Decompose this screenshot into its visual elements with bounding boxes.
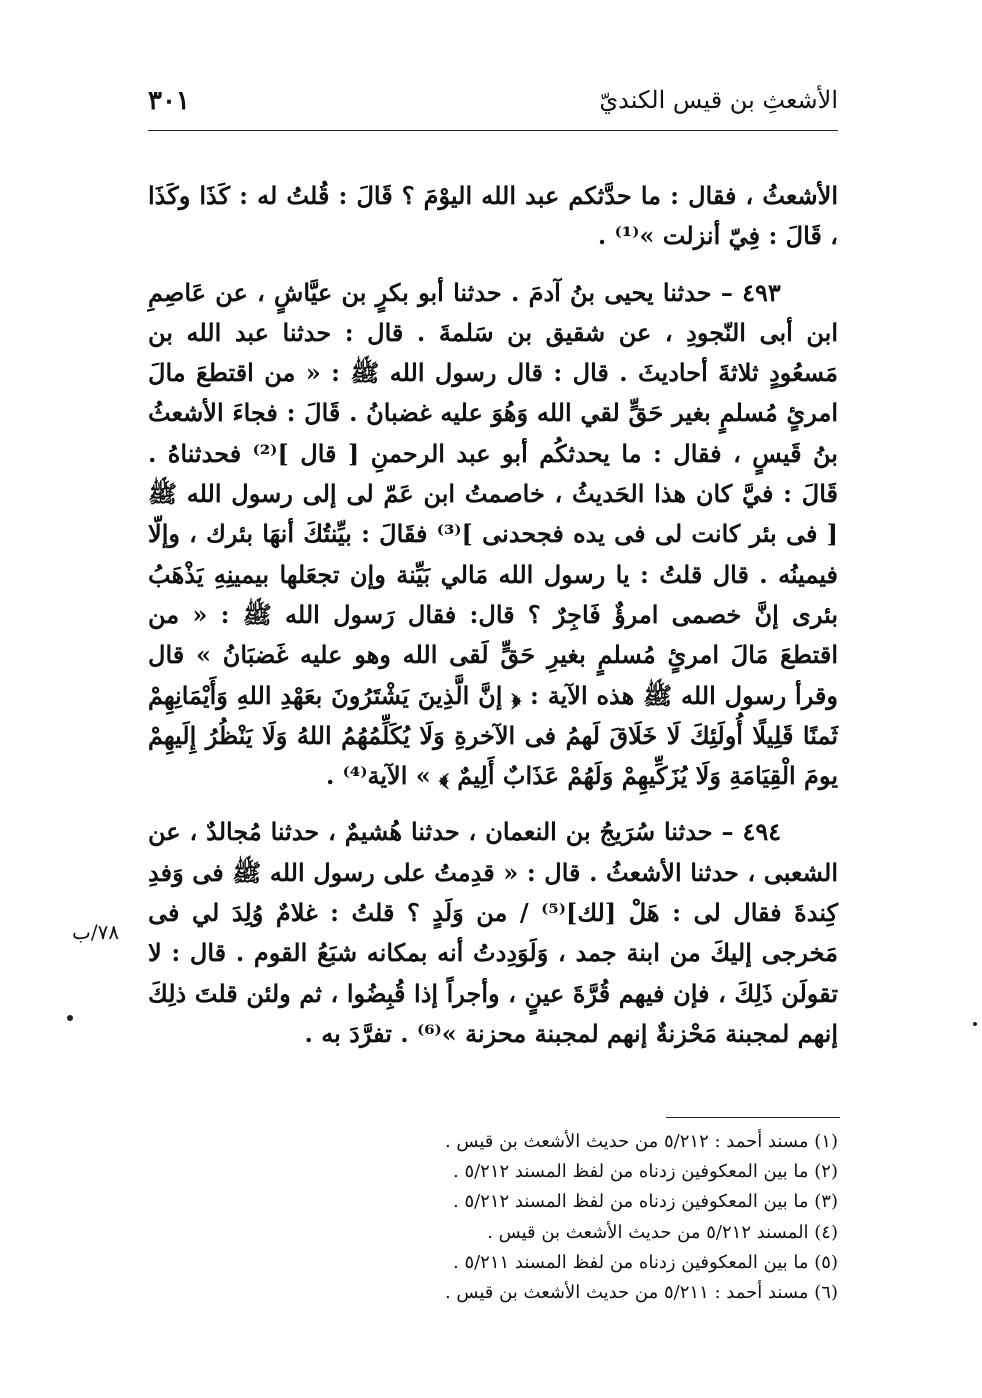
text-line: قَالَ : فِيّ أنزلت »⁽¹⁾ . bbox=[597, 221, 822, 251]
text-line: يا رسول الله مَالي بَيِّنة وإن تجعَلها بيمينِهِ يَذْهَبُ بئرى إنَّ خصمى امرؤٌ bbox=[148, 559, 838, 629]
footnote: (٤) المسند ٥/٢١٢ من حديث الأشعث بن قيس . bbox=[487, 1221, 838, 1243]
text-line: حَقٍّ لَقى الله وهو عليه غَضبَانُ » قال وقرأ رسول الله ﷺ هذه الآية : ﴿ إنَّ bbox=[148, 640, 838, 710]
hadith-493 bbox=[148, 273, 838, 797]
text-line: إنهم لمجبنة محزنة »⁽⁶⁾ . تفرَّدَ به . bbox=[304, 1018, 648, 1048]
footnote: (٣) ما بين المعكوفين زدناه من لفظ المسند ٥/٢١٢ . bbox=[452, 1191, 838, 1213]
text-line: فَاجِرٌ ؟ قال: فقال رَسول الله ﷺ : « من اقتطعَ مَالَ امرئٍ مُسلمٍ بغيرِ bbox=[148, 599, 838, 670]
chapter-title: الأشعثِ بن قيس الكنديّ bbox=[599, 86, 838, 114]
text-line: أحاديثَ . قال : قال رسول الله ﷺ : « من اقتطعَ مالَ امرئٍ مُسلمٍ بغير bbox=[148, 358, 839, 428]
text-line: الحَديثُ ، خاصمتُ ابن عَمّ لى إلى رسول الله ﷺ [ فى بئر كانت لى فى bbox=[148, 479, 838, 549]
text-line: ابن أبى النّجودِ ، عن شقيق بن سَلمةَ . قال : حدثنا عبد الله بن مَسعُودٍ ثلاثةَ bbox=[148, 317, 838, 388]
text-line: ٤٩٣ – حدثنا يحيى بنُ آدمَ . حدثنا أبو بكرٍ بن عيَّاشٍ ، عن عَاصِمِ bbox=[148, 277, 781, 307]
text-line: أَلِيمٌ ﴾ » الآية⁽⁴⁾ . bbox=[325, 761, 495, 791]
text-line: وَلَا يُكَلِّمُهُمُ اللهُ وَلَا يَنْظُرُ إِلَيهِمْ يومَ الْقِيَامَةِ وَلَا يُزَكِّيهِمْ وَلَهُمْ عَذَابٌ bbox=[148, 720, 838, 791]
text-line: إليكَ من ابنة جمد ، وَلَوَدِدتُ أنه بمكانه شبَعُ القوم . قال : لا تقولَن ذَلِكَ ، bbox=[148, 938, 839, 1008]
paragraph-continuation bbox=[148, 176, 838, 257]
footnote: (٥) ما بين المعكوفين زدناه من لفظ المسند ٥/٢١١ . bbox=[452, 1251, 838, 1273]
page-number: ٣٠١ bbox=[148, 86, 190, 116]
text-line: ٤٩٤ – حدثنا سُرَيجُ بن النعمان ، حدثنا هُشيمٌ ، حدثنا مُجالدٌ ، عن bbox=[148, 817, 782, 847]
text-line: حَقٍّ لقي الله وَهُوَ عليه غضبانُ . قَالَ : فجاءَ الأشعثُ بنُ قَيسٍ ، فقال : bbox=[148, 398, 838, 468]
running-header bbox=[148, 86, 838, 126]
text-line: يده فجحدنى ]⁽³⁾ فقَالَ : بيِّنتُكَ أنهَا بئرك ، وإلّا فيمينُه . قال قلتُ : bbox=[148, 519, 839, 589]
footnote: (١) مسند أحمد : ٥/٢١٢ من حديث الأشعث بن قيس . bbox=[444, 1131, 838, 1152]
hadith-494 bbox=[148, 812, 838, 1054]
margin-mark bbox=[67, 1015, 73, 1021]
text-line: كِندةَ فقال لى : هَلْ [لك]⁽⁵⁾ / من وَلَدٍ ؟ قلتُ : غلامٌ وُلِدَ لي فى مَخرجى bbox=[148, 898, 838, 968]
footnote: (٢) ما بين المعكوفين زدناه من لفظ المسند ٥/٢١٢ . bbox=[452, 1161, 838, 1183]
main-text bbox=[148, 176, 838, 1054]
text-line: فإن فيهم قُرَّةَ عينٍ ، وأجراً إذا قُبِضُوا ، ثم ولئن قلتَ ذلِكَ إنهم لمجبنة مَحْزنةٌ bbox=[148, 978, 838, 1048]
text-line: الأشعثُ ، فقال : ما حدَّثكم عبد الله اليوْمَ ؟ قَالَ : قُلتُ له : كَذَا وكَذَا ، bbox=[148, 181, 838, 251]
manuscript-folio-note: ٧٨/ب bbox=[72, 920, 120, 944]
footnote: (٦) مسند أحمد : ٥/٢١١ من حديث الأشعث بن قيس . bbox=[444, 1282, 838, 1304]
text-line: الشعبى ، حدثنا الأشعثُ . قال : « قدِمتُ على رسول الله ﷺ فى وَفدِ bbox=[148, 857, 838, 887]
text-line: ما يحدثكُم أبو عبد الرحمنِ [ قال ]⁽²⁾ فحدثناهُ . قَالَ : فيَّ كان هذا bbox=[148, 438, 839, 509]
footnotes bbox=[320, 1127, 838, 1308]
margin-mark bbox=[973, 1022, 977, 1026]
header-divider bbox=[148, 130, 838, 131]
text-line: الَّذِينَ يَشْتَرُونَ بعَهْدِ اللهِ وَأَيْمَانِهِمْ ثَمنًا قَلِيلًا أُولَئِكَ لَا خَلَاقَ لَهمُ فى الآخرةِ bbox=[148, 680, 839, 750]
footnote-divider bbox=[666, 1117, 840, 1118]
